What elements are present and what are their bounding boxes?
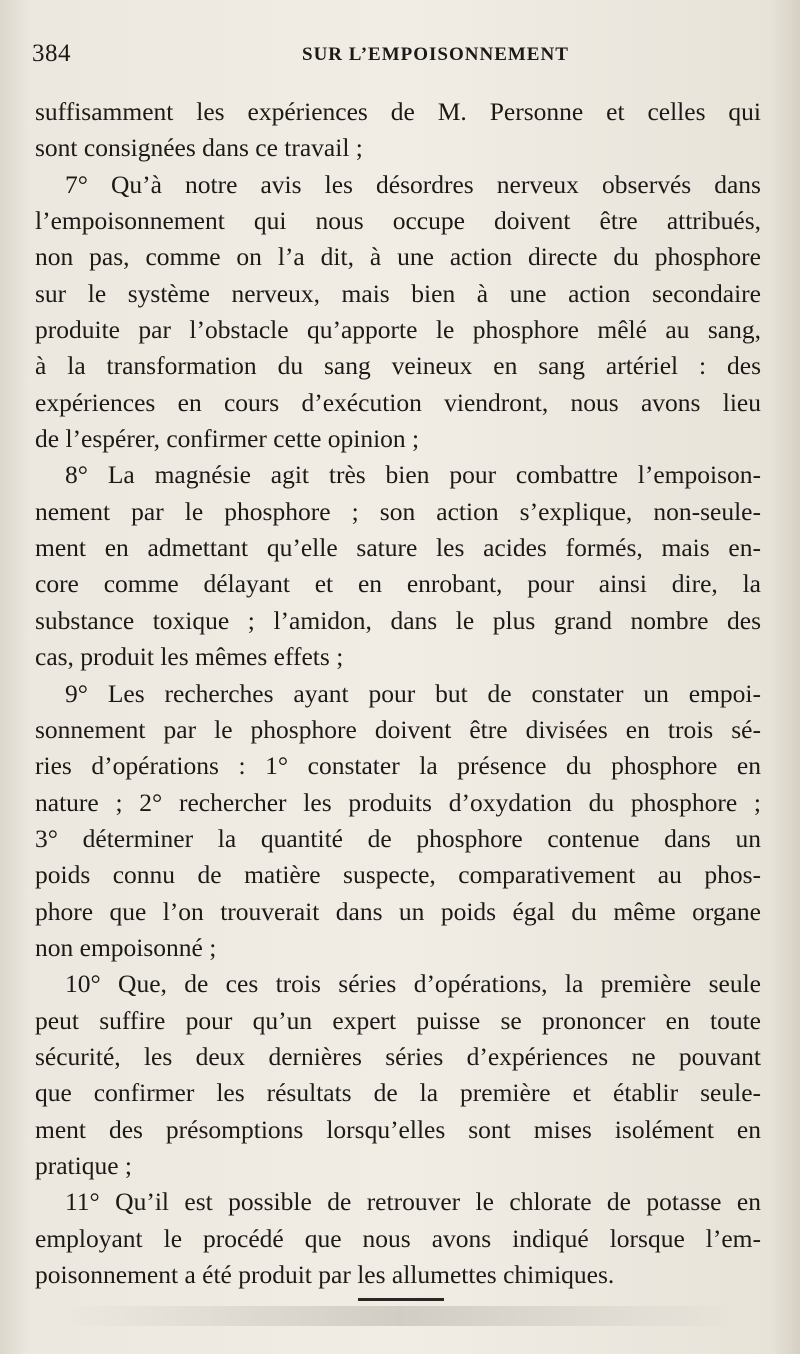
text-line: phore que l’on trouverait dans un poids égal du même organe: [35, 896, 761, 926]
page-header: [32, 40, 772, 74]
text-line: ries d’opérations : 1° constater la présence du phosphore en: [35, 751, 761, 781]
end-rule: [358, 1298, 444, 1301]
running-title: SUR L’EMPOISONNEMENT: [302, 44, 569, 65]
text-line: expériences en cours d’exécution viendront, nous avons lieu: [35, 387, 761, 417]
text-line: employant le procédé que nous avons indiqué lorsque l’em-: [35, 1223, 761, 1253]
text-line: ment en admettant qu’elle sature les acides formés, mais en-: [35, 533, 761, 563]
text-line: non pas, comme on l’a dit, à une action directe du phosphore: [35, 242, 761, 272]
text-line: 7° Qu’à notre avis les désordres nerveux observés dans: [65, 169, 761, 199]
text-line: que confirmer les résultats de la première et établir seule-: [35, 1078, 761, 1108]
text-line: substance toxique ; l’amidon, dans le plus grand nombre des: [35, 605, 761, 635]
text-line: poids connu de matière suspecte, comparativement au phos-: [35, 860, 761, 890]
text-line: sur le système nerveux, mais bien à une action secondaire: [35, 278, 761, 308]
text-line: nement par le phosphore ; son action s’explique, non-seule-: [35, 496, 761, 526]
text-line: non empoisonné ;: [35, 932, 217, 962]
text-line: 11° Qu’il est possible de retrouver le chlorate de potasse en: [65, 1187, 761, 1217]
text-line: de l’espérer, confirmer cette opinion ;: [35, 424, 420, 454]
show-through-bleed: [60, 1306, 740, 1326]
text-line: produite par l’obstacle qu’apporte le phosphore mêlé au sang,: [35, 315, 761, 345]
text-line: à la transformation du sang veineux en sang artériel : des: [35, 351, 761, 381]
text-line: suffisamment les expériences de M. Personne et celles qui: [35, 97, 761, 126]
text-line: 10° Que, de ces trois séries d’opérations, la première seule: [65, 969, 761, 999]
body-text: [35, 94, 761, 1293]
text-line: ment des présomptions lorsqu’elles sont mises isolément en: [35, 1114, 761, 1144]
text-line: poisonnement a été produit par les allumettes chimiques.: [35, 1260, 615, 1289]
text-line: core comme délayant et en enrobant, pour ainsi dire, la: [35, 569, 761, 599]
page-number: 384: [32, 40, 71, 67]
text-line: 8° La magnésie agit très bien pour combattre l’empoison-: [65, 460, 761, 490]
text-line: 9° Les recherches ayant pour but de constater un empoi-: [65, 678, 761, 708]
text-line: pratique ;: [35, 1150, 133, 1180]
text-line: cas, produit les mêmes effets ;: [35, 642, 344, 672]
text-line: 3° déterminer la quantité de phosphore contenue dans un: [35, 823, 761, 853]
text-line: l’empoisonnement qui nous occupe doivent être attribués,: [35, 206, 761, 236]
text-line: sonnement par le phosphore doivent être divisées en trois sé-: [35, 714, 761, 744]
text-line: nature ; 2° rechercher les produits d’oxydation du phosphore ;: [35, 787, 761, 817]
text-line: sécurité, les deux dernières séries d’expériences ne pouvant: [35, 1041, 761, 1071]
text-line: sont consignées dans ce travail ;: [35, 133, 363, 163]
text-line: peut suffire pour qu’un expert puisse se prononcer en toute: [35, 1005, 761, 1035]
